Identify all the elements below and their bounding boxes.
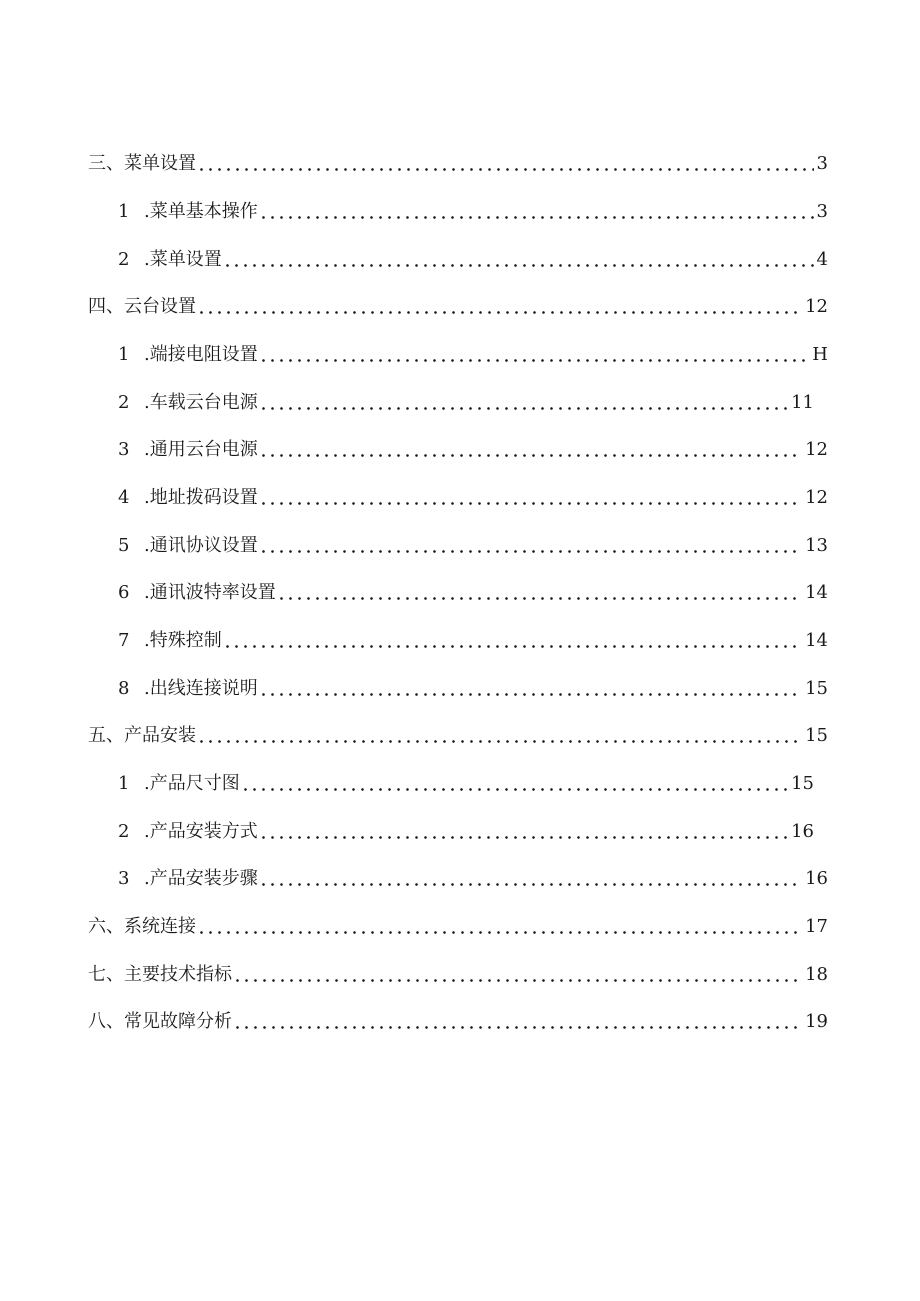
toc-page-number: 12 (805, 487, 828, 508)
toc-leader-dots (261, 341, 810, 369)
toc-entry-section-3[interactable] (88, 150, 828, 178)
toc-page-number: 14 (805, 630, 828, 651)
toc-page-number: 12 (805, 439, 828, 460)
toc-page-number: 16 (805, 868, 828, 889)
toc-entry-4-2[interactable] (118, 389, 814, 417)
toc-entry-4-5[interactable] (118, 532, 828, 560)
toc-page-number: 13 (805, 535, 828, 556)
toc-entry-4-3[interactable] (118, 436, 828, 464)
toc-number: 3 (118, 868, 130, 889)
toc-title: .出线连接说明 (144, 678, 258, 699)
toc-number: 1 (118, 344, 130, 365)
toc-title: .产品安装步骤 (144, 868, 258, 889)
toc-title: .特殊控制 (144, 630, 222, 651)
toc-number: 3 (118, 439, 130, 460)
toc-entry-section-6[interactable] (88, 913, 828, 941)
toc-title: .端接电阻设置 (144, 344, 258, 365)
toc-leader-dots (235, 961, 802, 989)
toc-title: 系统连接 (124, 916, 196, 937)
toc-entry-5-3[interactable] (118, 865, 828, 893)
toc-entry-5-1[interactable] (118, 770, 814, 798)
toc-number: 2 (118, 821, 130, 842)
toc-title: 菜单设置 (124, 153, 196, 174)
toc-page-number: 18 (805, 964, 828, 985)
toc-entry-4-6[interactable] (118, 579, 828, 607)
toc-number: 4 (118, 487, 130, 508)
toc-number: 2 (118, 392, 130, 413)
toc-page-number: 16 (791, 821, 814, 842)
toc-title: .通用云台电源 (144, 439, 258, 460)
toc-number: 六、 (88, 916, 124, 937)
toc-page-number: 19 (805, 1011, 828, 1032)
toc-page-number: H (812, 344, 828, 365)
toc-leader-dots (261, 198, 814, 226)
toc-entry-4-8[interactable] (118, 675, 828, 703)
toc-number: 七、 (88, 964, 124, 985)
toc-title: .通讯协议设置 (144, 535, 258, 556)
toc-page-number: 15 (805, 725, 828, 746)
toc-page-number: 15 (791, 773, 814, 794)
toc-leader-dots (261, 532, 802, 560)
toc-page-number: 11 (791, 392, 814, 413)
toc-title: .菜单基本操作 (144, 201, 258, 222)
toc-entry-5-2[interactable] (118, 818, 814, 846)
toc-number: 三、 (88, 153, 124, 174)
toc-page-number: 14 (805, 582, 828, 603)
toc-leader-dots (261, 436, 802, 464)
toc-leader-dots (225, 627, 802, 655)
toc-leader-dots (261, 865, 802, 893)
toc-leader-dots (199, 722, 802, 750)
toc-title: 常见故障分析 (124, 1011, 232, 1032)
toc-leader-dots (243, 770, 788, 798)
toc-page-number: 3 (816, 153, 828, 174)
toc-entry-3-2[interactable] (118, 246, 828, 274)
toc-title: .车载云台电源 (144, 392, 258, 413)
toc-leader-dots (261, 484, 802, 512)
toc-page-number: 17 (805, 916, 828, 937)
toc-leader-dots (235, 1008, 802, 1036)
toc-number: 6 (118, 582, 130, 603)
toc-number: 7 (118, 630, 130, 651)
toc-title: 云台设置 (124, 296, 196, 317)
toc-title: 主要技术指标 (124, 964, 232, 985)
toc-number: 1 (118, 201, 130, 222)
toc-entry-3-1[interactable] (118, 198, 828, 226)
toc-entry-4-1[interactable] (118, 341, 828, 369)
toc-page-number: 12 (805, 296, 828, 317)
toc-number: 5 (118, 535, 130, 556)
toc-title: 产品安装 (124, 725, 196, 746)
toc-entry-section-8[interactable] (88, 1008, 828, 1036)
toc-leader-dots (261, 818, 788, 846)
toc-page-number: 15 (805, 678, 828, 699)
toc-title: .地址拨码设置 (144, 487, 258, 508)
toc-title: .菜单设置 (144, 249, 222, 270)
toc-number: 2 (118, 249, 130, 270)
toc-number: 八、 (88, 1011, 124, 1032)
toc-number: 五、 (88, 725, 124, 746)
toc-leader-dots (261, 675, 802, 703)
toc-number: 1 (118, 773, 130, 794)
toc-entry-4-4[interactable] (118, 484, 828, 512)
toc-title: .通讯波特率设置 (144, 582, 276, 603)
toc-entry-section-5[interactable] (88, 722, 828, 750)
toc-number: 四、 (88, 296, 124, 317)
toc-leader-dots (225, 246, 814, 274)
toc-leader-dots (261, 389, 788, 417)
toc-title: .产品尺寸图 (144, 773, 240, 794)
toc-page-number: 3 (816, 201, 828, 222)
toc-leader-dots (199, 293, 802, 321)
toc-leader-dots (199, 150, 814, 178)
toc-entry-section-7[interactable] (88, 961, 828, 989)
toc-page-number: 4 (816, 249, 828, 270)
toc-leader-dots (199, 913, 802, 941)
toc-entry-section-4[interactable] (88, 293, 828, 321)
toc-leader-dots (279, 579, 802, 607)
toc-entry-4-7[interactable] (118, 627, 828, 655)
toc-title: .产品安装方式 (144, 821, 258, 842)
toc-number: 8 (118, 678, 130, 699)
